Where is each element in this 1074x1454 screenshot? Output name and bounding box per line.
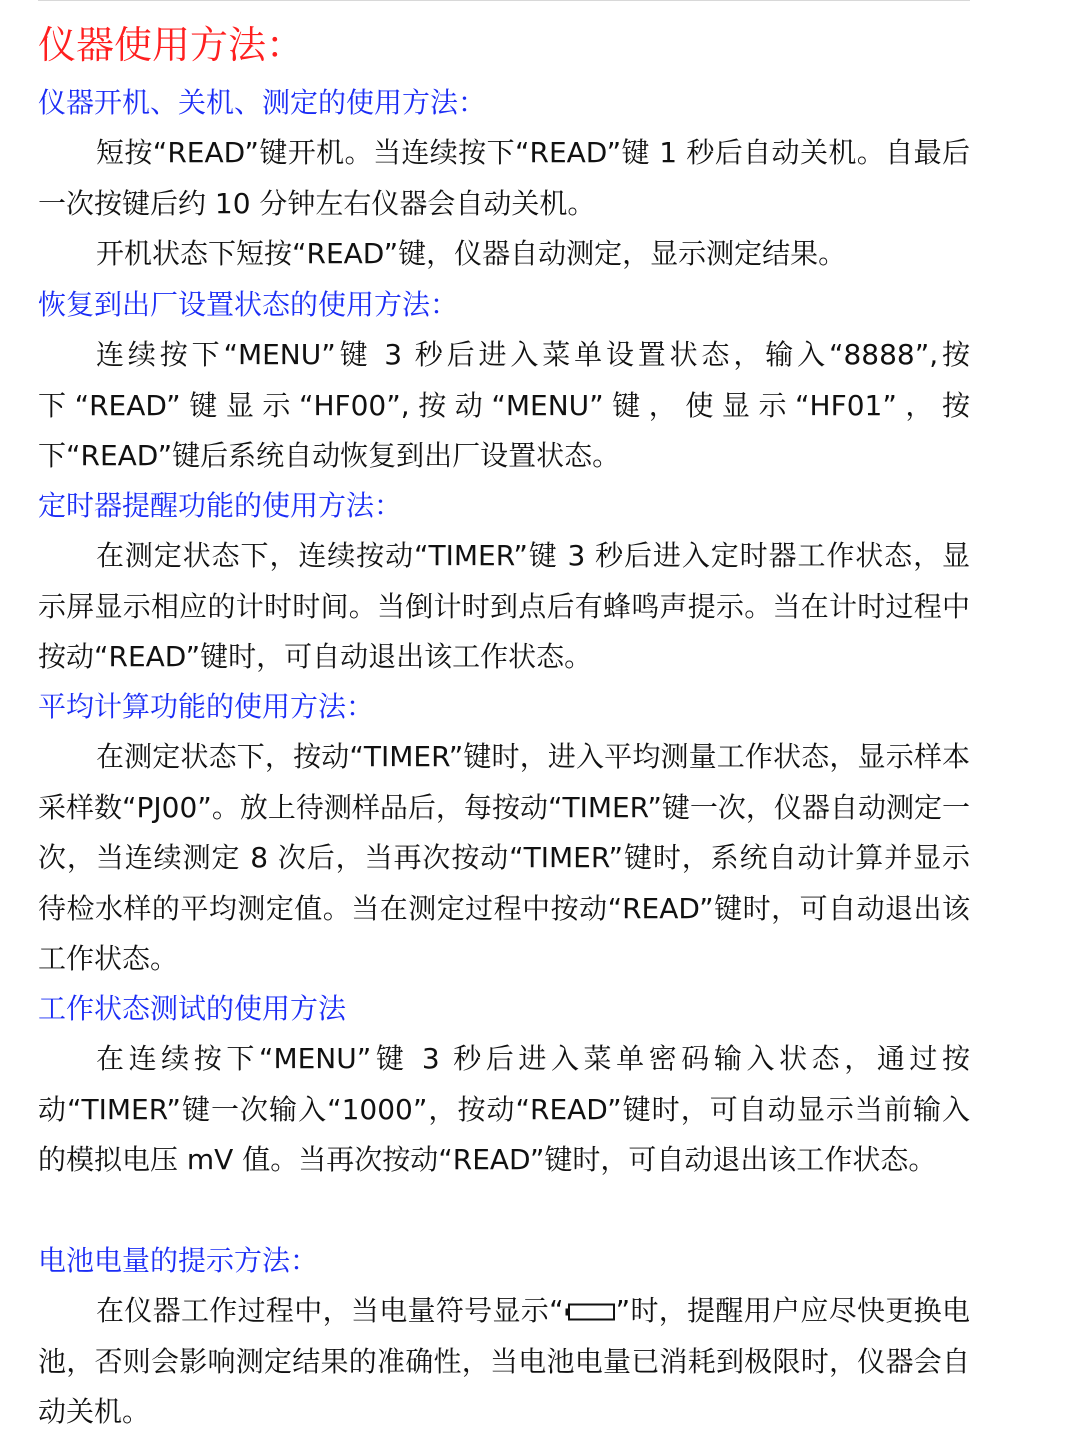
- section-paragraph: 短按“READ”键开机。当连续按下“READ”键 1 秒后自动关机。自最后一次按键后约 10 分钟左右仪器会自动关机。: [38, 136, 970, 220]
- section-average: [38, 682, 970, 985]
- section-heading: 恢复到出厂设置状态的使用方法：: [38, 288, 459, 321]
- empty-battery-icon: [565, 1289, 615, 1311]
- section-paragraph: 在测定状态下，连续按动“TIMER”键 3 秒后进入定时器工作状态，显示屏显示相应的计时时间。当倒计时到点后有蜂鸣声提示。当在计时过程中按动“READ”键时，可自动退出该工作状态。: [38, 539, 970, 673]
- section-heading: 电池电量的提示方法：: [38, 1244, 319, 1277]
- section-battery: [38, 1236, 970, 1438]
- section-paragraph: 在连续按下“MENU”键 3 秒后进入菜单密码输入状态，通过按动“TIMER”键一次输入“1000”，按动“READ”键时，可自动显示当前输入的模拟电压 mV 值。当再次按动“READ”键时，可自动退出该工作状态。: [38, 1042, 970, 1176]
- battery-text-after: ”时，提醒用户应尽快更换电池，否则会影响测定结果的准确性，当电池电量已消耗到极限时，仪器会自动关机。: [38, 1294, 970, 1428]
- section-paragraph: 开机状态下短按“READ”键，仪器自动测定，显示测定结果。: [96, 237, 847, 270]
- manual-page: [38, 0, 970, 1454]
- section-heading: 定时器提醒功能的使用方法：: [38, 489, 403, 522]
- section-factory-reset: [38, 280, 970, 482]
- battery-text-before: 在仪器工作过程中，当电量符号显示“: [96, 1294, 564, 1327]
- section-heading: 工作状态测试的使用方法: [38, 992, 347, 1025]
- section-power-measure: [38, 78, 970, 280]
- section-working-test: [38, 984, 970, 1186]
- section-paragraph: [38, 1286, 970, 1438]
- section-heading: 平均计算功能的使用方法：: [38, 690, 375, 723]
- section-paragraph: 连续按下“MENU”键 3 秒后进入菜单设置状态，输入“8888”,按下“READ”键显示“HF00”,按动“MENU”键，使显示“HF01”，按下“READ”键后系统自动恢复到出厂设置状态。: [38, 338, 970, 472]
- section-heading: 仪器开机、关机、测定的使用方法：: [38, 86, 487, 119]
- page-title: 仪器使用方法：: [38, 23, 305, 67]
- section-timer: [38, 481, 970, 683]
- top-divider: [38, 0, 970, 1]
- section-paragraph: 在测定状态下，按动“TIMER”键时，进入平均测量工作状态，显示样本采样数“PJ00”。放上待测样品后，每按动“TIMER”键一次，仪器自动测定一次，当连续测定 8 次后，当再次按动“TIMER”键时，系统自动计算并显示待检水样的平均测定值。当在测定过程中按动“READ”键时，可自动退出该工作状态。: [38, 740, 970, 975]
